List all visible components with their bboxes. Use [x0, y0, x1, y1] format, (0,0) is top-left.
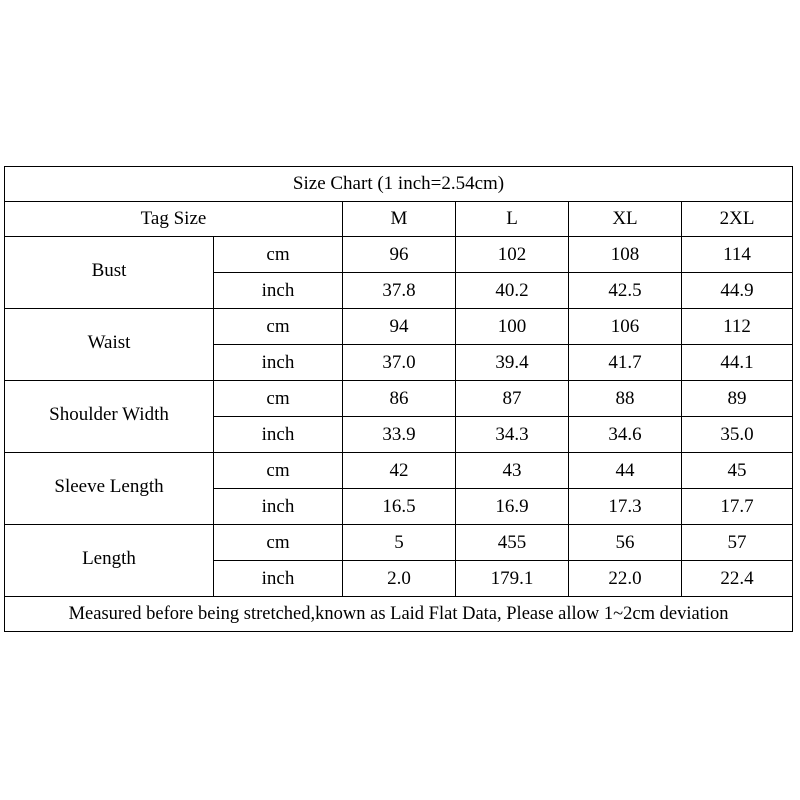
measure-label-shoulder-width: Shoulder Width [5, 381, 214, 453]
value-cell: 112 [682, 309, 793, 345]
value-cell: 96 [343, 237, 456, 273]
value-cell: 179.1 [456, 561, 569, 597]
measure-label-sleeve-length: Sleeve Length [5, 453, 214, 525]
unit-label-cm: cm [214, 237, 343, 273]
size-header-l: L [456, 202, 569, 237]
value-cell: 17.7 [682, 489, 793, 525]
value-cell: 2.0 [343, 561, 456, 597]
value-cell: 57 [682, 525, 793, 561]
value-cell: 88 [569, 381, 682, 417]
unit-label-cm: cm [214, 453, 343, 489]
table-row-shoulder-cm [5, 381, 793, 417]
value-cell: 114 [682, 237, 793, 273]
unit-label-inch: inch [214, 417, 343, 453]
value-cell: 102 [456, 237, 569, 273]
table-row-length-cm [5, 525, 793, 561]
title-row [5, 167, 793, 202]
value-cell: 22.4 [682, 561, 793, 597]
value-cell: 16.9 [456, 489, 569, 525]
value-cell: 42 [343, 453, 456, 489]
size-header-m: M [343, 202, 456, 237]
value-cell: 44.1 [682, 345, 793, 381]
size-chart-table [4, 166, 793, 632]
value-cell: 89 [682, 381, 793, 417]
value-cell: 5 [343, 525, 456, 561]
note-row [5, 597, 793, 632]
unit-label-cm: cm [214, 381, 343, 417]
value-cell: 40.2 [456, 273, 569, 309]
unit-label-inch: inch [214, 489, 343, 525]
measure-label-waist: Waist [5, 309, 214, 381]
measure-label-bust: Bust [5, 237, 214, 309]
unit-label-inch: inch [214, 561, 343, 597]
value-cell: 37.0 [343, 345, 456, 381]
unit-label-cm: cm [214, 525, 343, 561]
value-cell: 86 [343, 381, 456, 417]
value-cell: 16.5 [343, 489, 456, 525]
value-cell: 41.7 [569, 345, 682, 381]
value-cell: 455 [456, 525, 569, 561]
value-cell: 106 [569, 309, 682, 345]
table-row-sleeve-cm [5, 453, 793, 489]
value-cell: 34.3 [456, 417, 569, 453]
value-cell: 100 [456, 309, 569, 345]
value-cell: 56 [569, 525, 682, 561]
value-cell: 94 [343, 309, 456, 345]
unit-label-inch: inch [214, 273, 343, 309]
tag-size-label: Tag Size [5, 202, 343, 237]
value-cell: 35.0 [682, 417, 793, 453]
unit-label-inch: inch [214, 345, 343, 381]
value-cell: 39.4 [456, 345, 569, 381]
table-row-waist-cm [5, 309, 793, 345]
value-cell: 108 [569, 237, 682, 273]
value-cell: 33.9 [343, 417, 456, 453]
measurement-note: Measured before being stretched,known as Laid Flat Data, Please allow 1~2cm deviation [5, 597, 793, 632]
value-cell: 43 [456, 453, 569, 489]
unit-label-cm: cm [214, 309, 343, 345]
chart-title: Size Chart (1 inch=2.54cm) [5, 167, 793, 202]
value-cell: 37.8 [343, 273, 456, 309]
value-cell: 87 [456, 381, 569, 417]
table-row-bust-cm [5, 237, 793, 273]
measure-label-length: Length [5, 525, 214, 597]
value-cell: 44 [569, 453, 682, 489]
value-cell: 34.6 [569, 417, 682, 453]
value-cell: 22.0 [569, 561, 682, 597]
value-cell: 17.3 [569, 489, 682, 525]
header-row [5, 202, 793, 237]
size-header-xl: XL [569, 202, 682, 237]
value-cell: 44.9 [682, 273, 793, 309]
size-header-2xl: 2XL [682, 202, 793, 237]
value-cell: 45 [682, 453, 793, 489]
value-cell: 42.5 [569, 273, 682, 309]
